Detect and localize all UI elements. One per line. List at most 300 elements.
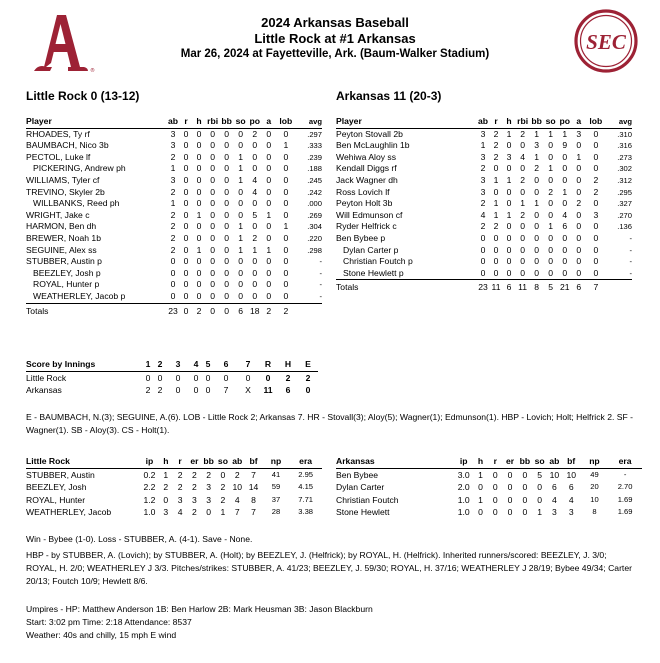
column-header: ip	[454, 455, 473, 468]
stat-cell: 0	[210, 140, 215, 151]
player-row	[336, 128, 632, 140]
stat-cell: 0	[593, 221, 599, 232]
stat-cell: 0	[480, 256, 486, 267]
pitching-stat: 3.0	[457, 469, 470, 480]
totals-avg	[606, 280, 632, 294]
pitching-stat: 8	[251, 494, 256, 505]
column-header: so	[216, 455, 230, 468]
pitching-stat: 7	[251, 507, 256, 518]
stat-cell: 1	[520, 198, 525, 209]
stat-cell: 0	[266, 140, 272, 151]
stat-cell: 0	[548, 140, 554, 151]
stat-cell: 0	[548, 244, 554, 255]
stat-cell: 1	[196, 244, 202, 255]
stat-cell: 0	[562, 151, 568, 162]
stat-cell: 0	[548, 209, 554, 220]
batting-average: .316	[617, 141, 632, 151]
stat-cell: 0	[196, 279, 202, 290]
errors-total: 2	[305, 372, 311, 383]
stat-cell: 1	[506, 174, 512, 185]
inning-score: 0	[157, 372, 163, 383]
stat-cell: 0	[196, 232, 202, 243]
pitching-stat: 2	[191, 507, 197, 518]
pitcher-row	[336, 506, 642, 519]
column-header: so	[234, 116, 248, 128]
pitcher-era: 4.15	[298, 482, 314, 492]
stat-cell: 0	[266, 232, 272, 243]
player-row	[26, 221, 322, 233]
totals-cell: 6	[506, 282, 512, 293]
stat-cell: 4	[252, 174, 258, 185]
player-name: Peyton Holt 3b	[336, 198, 393, 209]
stat-cell: 1	[266, 244, 272, 255]
column-header: er	[187, 455, 201, 468]
inning-header: 5	[202, 358, 214, 371]
column-header: po	[248, 116, 262, 128]
stat-cell: 0	[238, 198, 244, 209]
game-info: Start: 3:02 pm Time: 2:18 Attendance: 8537	[26, 617, 192, 627]
pitching-stat: 49	[590, 469, 599, 479]
stat-cell: 1	[562, 128, 568, 139]
batting-average: -	[319, 268, 322, 278]
weather: Weather: 40s and chilly, 15 mph E wind	[26, 630, 177, 640]
pitching-stat: 2	[220, 494, 226, 505]
stat-cell: 4	[252, 186, 258, 197]
batting-average: .333	[307, 141, 322, 151]
stat-cell: 0	[506, 244, 512, 255]
pitching-stat: 0.2	[143, 469, 156, 480]
stat-cell: 0	[224, 232, 230, 243]
pitching-stat: 1	[163, 469, 169, 480]
batting-average: .327	[617, 199, 632, 209]
stat-cell: 0	[593, 232, 599, 243]
stat-cell: 0	[266, 128, 272, 139]
stat-cell: 0	[593, 163, 599, 174]
stat-cell: 0	[224, 279, 230, 290]
batting-average: -	[629, 245, 632, 255]
stat-cell: 0	[283, 279, 289, 290]
stat-cell: 1	[506, 128, 512, 139]
stat-cell: 3	[170, 140, 176, 151]
pitching-stat: 0	[163, 494, 169, 505]
stat-cell: 0	[196, 186, 202, 197]
player-name: Ross Lovich lf	[336, 186, 390, 197]
stat-cell: 3	[576, 128, 582, 139]
player-name: Jack Wagner dh	[336, 174, 398, 185]
stat-cell: 0	[576, 221, 582, 232]
svg-text:®: ®	[90, 68, 95, 73]
pitching-stat: 2	[234, 469, 240, 480]
stat-cell: 0	[576, 140, 582, 151]
pitching-stat: 2	[163, 482, 169, 493]
stat-cell: 2	[480, 198, 486, 209]
player-row	[336, 140, 632, 152]
inning-header: 7	[238, 358, 258, 371]
pitching-stat: 3	[206, 494, 212, 505]
pitcher-row	[26, 494, 322, 507]
stat-cell: 0	[493, 163, 499, 174]
player-row	[336, 152, 632, 164]
stat-cell: 0	[520, 244, 525, 255]
player-name: SEGUINE, Alex ss	[26, 244, 97, 255]
player-row	[336, 187, 632, 199]
game-details: Mar 26, 2024 at Fayetteville, Ark. (Baum-Walker Stadium)	[180, 48, 490, 60]
stat-cell: 0	[593, 151, 599, 162]
column-header: avg	[296, 116, 322, 128]
stat-cell: 1	[238, 244, 244, 255]
stat-cell: 0	[493, 186, 499, 197]
stat-cell: 0	[224, 128, 230, 139]
column-header: avg	[606, 116, 632, 128]
stat-cell: 2	[493, 221, 499, 232]
player-name: WEATHERLEY, Jacob p	[26, 291, 166, 303]
column-header: r	[180, 116, 193, 128]
batting-average: .242	[307, 187, 322, 197]
batting-average: .220	[307, 233, 322, 243]
stat-cell: 2	[252, 128, 258, 139]
player-row	[336, 210, 632, 222]
stat-cell: 0	[493, 244, 499, 255]
player-name: Ben Bybee p	[336, 232, 386, 243]
runs-total: 0	[265, 372, 271, 383]
column-header: era	[289, 455, 322, 468]
stat-cell: 0	[183, 267, 189, 278]
pitching-stat: 1	[478, 494, 483, 505]
player-row	[336, 233, 632, 245]
stat-cell: 0	[506, 140, 512, 151]
column-header: r	[173, 455, 187, 468]
stat-cell: 2	[170, 221, 176, 232]
inning-score: 0	[175, 372, 181, 383]
stat-cell: 0	[196, 267, 202, 278]
stat-cell: 0	[196, 198, 202, 209]
stat-cell: 2	[576, 198, 582, 209]
column-header: a	[262, 116, 276, 128]
stat-cell: 0	[238, 279, 244, 290]
stat-cell: 2	[593, 174, 599, 185]
stat-cell: 0	[210, 163, 215, 174]
pitching-stat: 7	[234, 507, 240, 518]
stat-cell: 0	[252, 256, 258, 267]
inning-score: 0	[205, 372, 211, 383]
pitching-stat: 0	[220, 469, 226, 480]
totals-cell: 0	[183, 305, 189, 316]
stat-cell: 0	[252, 279, 258, 290]
stat-cell: 0	[576, 232, 582, 243]
stat-cell: 1	[576, 151, 582, 162]
player-row	[26, 268, 322, 280]
pitcher-row	[336, 481, 642, 494]
pitching-stat: 1.0	[457, 494, 470, 505]
pitching-stat: 8	[592, 507, 597, 517]
inning-header: 6	[214, 358, 238, 371]
stat-cell: 4	[480, 209, 486, 220]
stat-cell: 1	[238, 151, 244, 162]
stat-cell: 3	[170, 128, 176, 139]
stat-cell: 0	[283, 174, 289, 185]
stat-cell: 1	[548, 163, 554, 174]
stat-cell: 0	[516, 268, 530, 280]
column-header: ab	[230, 455, 244, 468]
pitcher-era: 1.69	[617, 507, 633, 517]
pitching-stat: 2	[191, 469, 197, 480]
pitcher-name: Ben Bybee	[336, 469, 379, 480]
totals-cell: 23	[478, 282, 488, 293]
stat-cell: 0	[562, 256, 568, 267]
stat-cell: 0	[520, 163, 525, 174]
stat-cell: 0	[283, 267, 289, 278]
stat-cell: 2	[493, 151, 499, 162]
totals-cell: 0	[224, 305, 230, 316]
totals-cell: 0	[210, 305, 215, 316]
stat-cell: 0	[196, 221, 202, 232]
totals-cell: 18	[249, 305, 260, 316]
player-name: WILLBANKS, Reed ph	[33, 198, 120, 209]
stat-cell: 0	[562, 174, 568, 185]
stat-cell: 0	[490, 268, 503, 280]
batting-average: .239	[307, 152, 322, 162]
stat-cell: 0	[593, 256, 599, 267]
stat-cell: 2	[170, 209, 176, 220]
stat-cell: 0	[520, 140, 525, 151]
totals-cell: 2	[283, 305, 289, 316]
inning-header: 1	[142, 358, 154, 371]
stat-cell: 1	[534, 128, 540, 139]
stat-cell: 3	[480, 151, 486, 162]
player-row	[26, 245, 322, 257]
player-name: Ben McLaughlin 1b	[336, 140, 410, 151]
stat-cell: 0	[266, 198, 272, 209]
stat-cell: 0	[196, 256, 202, 267]
stat-cell: 0	[183, 279, 189, 290]
stat-cell: 0	[183, 140, 189, 151]
pitching-stat: 5	[537, 469, 542, 480]
stat-cell: 0	[224, 267, 230, 278]
player-name: BREWER, Noah 1b	[26, 232, 101, 243]
pitching-stat: 1	[220, 507, 226, 518]
pitcher-name: Christian Foutch	[336, 494, 399, 505]
stat-cell: 1	[493, 198, 499, 209]
batting-average: .273	[617, 152, 632, 162]
batting-average: -	[606, 268, 632, 280]
batting-average: .245	[307, 175, 322, 185]
pitcher-name: ROYAL, Hunter	[26, 494, 86, 505]
game-notes: E - BAUMBACH, N.(3); SEGUINE, A.(6). LOB - Little Rock 2; Arkansas 7. HR - Stovall(3); Aloy(5); Wagner(1); Edmunson(1). HBP - Lovich; Holt; Helfrick 2. SF - Wagner(1). SB - Aloy(3). CS - Holt(1).	[26, 412, 633, 435]
batting-average: .269	[307, 210, 322, 220]
pitching-stat: 0	[492, 482, 498, 493]
pitching-stat: 2.0	[457, 482, 470, 493]
column-header: po	[558, 116, 572, 128]
pitcher-row	[26, 481, 322, 494]
player-row	[336, 256, 632, 268]
inning-score: 7	[223, 385, 229, 396]
svg-text:SEC: SEC	[586, 30, 626, 54]
player-name: Peyton Stovall 2b	[336, 128, 403, 139]
stat-cell: 0	[283, 209, 289, 220]
batting-average: -	[319, 280, 322, 290]
player-name: RHOADES, Ty rf	[26, 128, 90, 139]
pitching-stat: 0	[522, 507, 528, 518]
stat-cell: 0	[206, 291, 220, 303]
pitching-stat: 3	[551, 507, 557, 518]
pitcher-era: 2.95	[298, 469, 314, 479]
stat-cell: 0	[166, 291, 179, 303]
totals-cell: 2	[196, 305, 202, 316]
stat-cell: 0	[548, 174, 554, 185]
sec-logo	[574, 9, 638, 73]
pitching-stat: 0	[507, 482, 513, 493]
stat-cell: 0	[183, 221, 189, 232]
pitching-stat: 0	[206, 507, 212, 518]
column-header: era	[608, 455, 642, 468]
stat-cell: 0	[210, 209, 215, 220]
stat-cell: 0	[183, 186, 189, 197]
linescore-header-row	[26, 358, 318, 371]
stat-cell: 0	[266, 163, 272, 174]
batting-average: .295	[617, 187, 632, 197]
player-name: WILLIAMS, Tyler cf	[26, 174, 100, 185]
stat-cell: 3	[534, 140, 540, 151]
stat-cell: 0	[534, 232, 540, 243]
stat-cell: 0	[548, 151, 554, 162]
stat-cell: 0	[506, 256, 512, 267]
stat-cell: 1	[238, 221, 244, 232]
pitching-stat: 0	[492, 469, 498, 480]
column-header: a	[572, 116, 586, 128]
stat-cell: 0	[210, 279, 215, 290]
totals-row	[26, 303, 322, 317]
column-header: ab	[547, 455, 562, 468]
batting-header-row	[336, 116, 632, 128]
stat-cell: 0	[283, 244, 289, 255]
stat-cell: 0	[520, 186, 525, 197]
totals-label: Totals	[336, 282, 359, 293]
stat-cell: 0	[183, 232, 189, 243]
pitching-stat: 3	[177, 494, 183, 505]
batting-header-row	[26, 116, 322, 128]
stat-cell: 0	[210, 267, 215, 278]
stat-cell: 1	[534, 151, 540, 162]
stat-cell: 1	[266, 209, 272, 220]
stat-cell: 0	[183, 244, 189, 255]
stat-cell: 1	[548, 221, 554, 232]
stat-cell: 2	[170, 232, 176, 243]
column-header: bb	[530, 116, 544, 128]
stat-cell: 0	[196, 128, 202, 139]
stat-cell: 2	[480, 221, 486, 232]
totals-cell: 6	[576, 282, 582, 293]
batting-average: .297	[307, 129, 322, 139]
player-name: Kendall Diggs rf	[336, 163, 397, 174]
pitching-stat: 0	[478, 507, 483, 518]
stat-cell: 1	[196, 209, 202, 220]
stat-cell: 0	[576, 256, 582, 267]
player-row	[336, 198, 632, 210]
batting-average: .270	[617, 210, 632, 220]
stat-cell: 3	[480, 128, 486, 139]
pitching-stat: 0	[537, 482, 542, 493]
linescore-team-name: Little Rock	[26, 372, 67, 383]
stat-cell: 3	[480, 174, 486, 185]
stat-cell: 0	[210, 244, 215, 255]
pitching-stat: 0	[492, 507, 498, 518]
stat-cell: 0	[480, 232, 486, 243]
stat-cell: 0	[548, 232, 554, 243]
stat-cell: 0	[224, 163, 230, 174]
stat-cell: 0	[224, 256, 230, 267]
stat-cell: 0	[224, 174, 230, 185]
column-header: np	[581, 455, 608, 468]
player-name: STUBBER, Austin p	[26, 256, 102, 267]
pitching-stat: 0	[507, 469, 513, 480]
player-row	[26, 256, 322, 268]
away-team-title: Little Rock 0 (13-12)	[26, 89, 140, 103]
stat-cell: 0	[224, 244, 230, 255]
player-row	[26, 198, 322, 210]
away-batting-table	[26, 116, 322, 317]
stat-cell: 3	[506, 151, 512, 162]
home-team-title: Arkansas 11 (20-3)	[336, 89, 442, 103]
stat-cell: 0	[558, 268, 572, 280]
pitching-stat: 0	[537, 494, 542, 505]
stat-cell: 0	[534, 174, 540, 185]
inning-score: 0	[245, 372, 251, 383]
player-row	[336, 175, 632, 187]
stat-cell: 6	[562, 221, 568, 232]
stat-cell: 0	[562, 163, 568, 174]
stat-cell: 0	[238, 209, 244, 220]
pitcher-name: Dylan Carter	[336, 482, 385, 493]
pitching-stat: 10	[549, 469, 560, 480]
inning-score: 2	[145, 385, 151, 396]
stat-cell: 1	[252, 244, 258, 255]
player-name: BAUMBACH, Nico 3b	[26, 140, 109, 151]
stat-cell: 0	[476, 268, 489, 280]
pitcher-row	[336, 494, 642, 507]
column-header: bb	[220, 116, 234, 128]
pitching-stat: 6	[551, 482, 557, 493]
column-header: rbi	[516, 116, 530, 128]
column-header: bf	[244, 455, 262, 468]
batting-average: .302	[617, 164, 632, 174]
stat-cell: 0	[593, 244, 599, 255]
stat-cell: 0	[252, 163, 258, 174]
linescore-team-name: Arkansas	[26, 385, 62, 396]
inning-score: 2	[157, 385, 163, 396]
pitcher-row	[26, 506, 322, 519]
stat-cell: 0	[576, 186, 582, 197]
totals-cell: 21	[559, 282, 570, 293]
stat-cell: 0	[252, 267, 258, 278]
pitching-stat: 3	[191, 494, 197, 505]
stat-cell: 0	[544, 268, 558, 280]
batting-average: .304	[307, 222, 322, 232]
stat-cell: 0	[238, 128, 244, 139]
column-header: bb	[517, 455, 532, 468]
stat-cell: 0	[520, 221, 525, 232]
runs-total: 11	[263, 385, 273, 396]
stat-cell: 0	[534, 186, 540, 197]
pitching-stat: 3	[206, 482, 212, 493]
player-row	[26, 163, 322, 175]
stat-cell: 0	[248, 291, 262, 303]
totals-cell: 7	[593, 282, 599, 293]
pitching-stat: 20	[590, 482, 599, 492]
stat-cell: 2	[520, 128, 525, 139]
pitching-stat: 10	[566, 469, 577, 480]
player-row	[336, 245, 632, 257]
stat-cell: 0	[493, 232, 499, 243]
